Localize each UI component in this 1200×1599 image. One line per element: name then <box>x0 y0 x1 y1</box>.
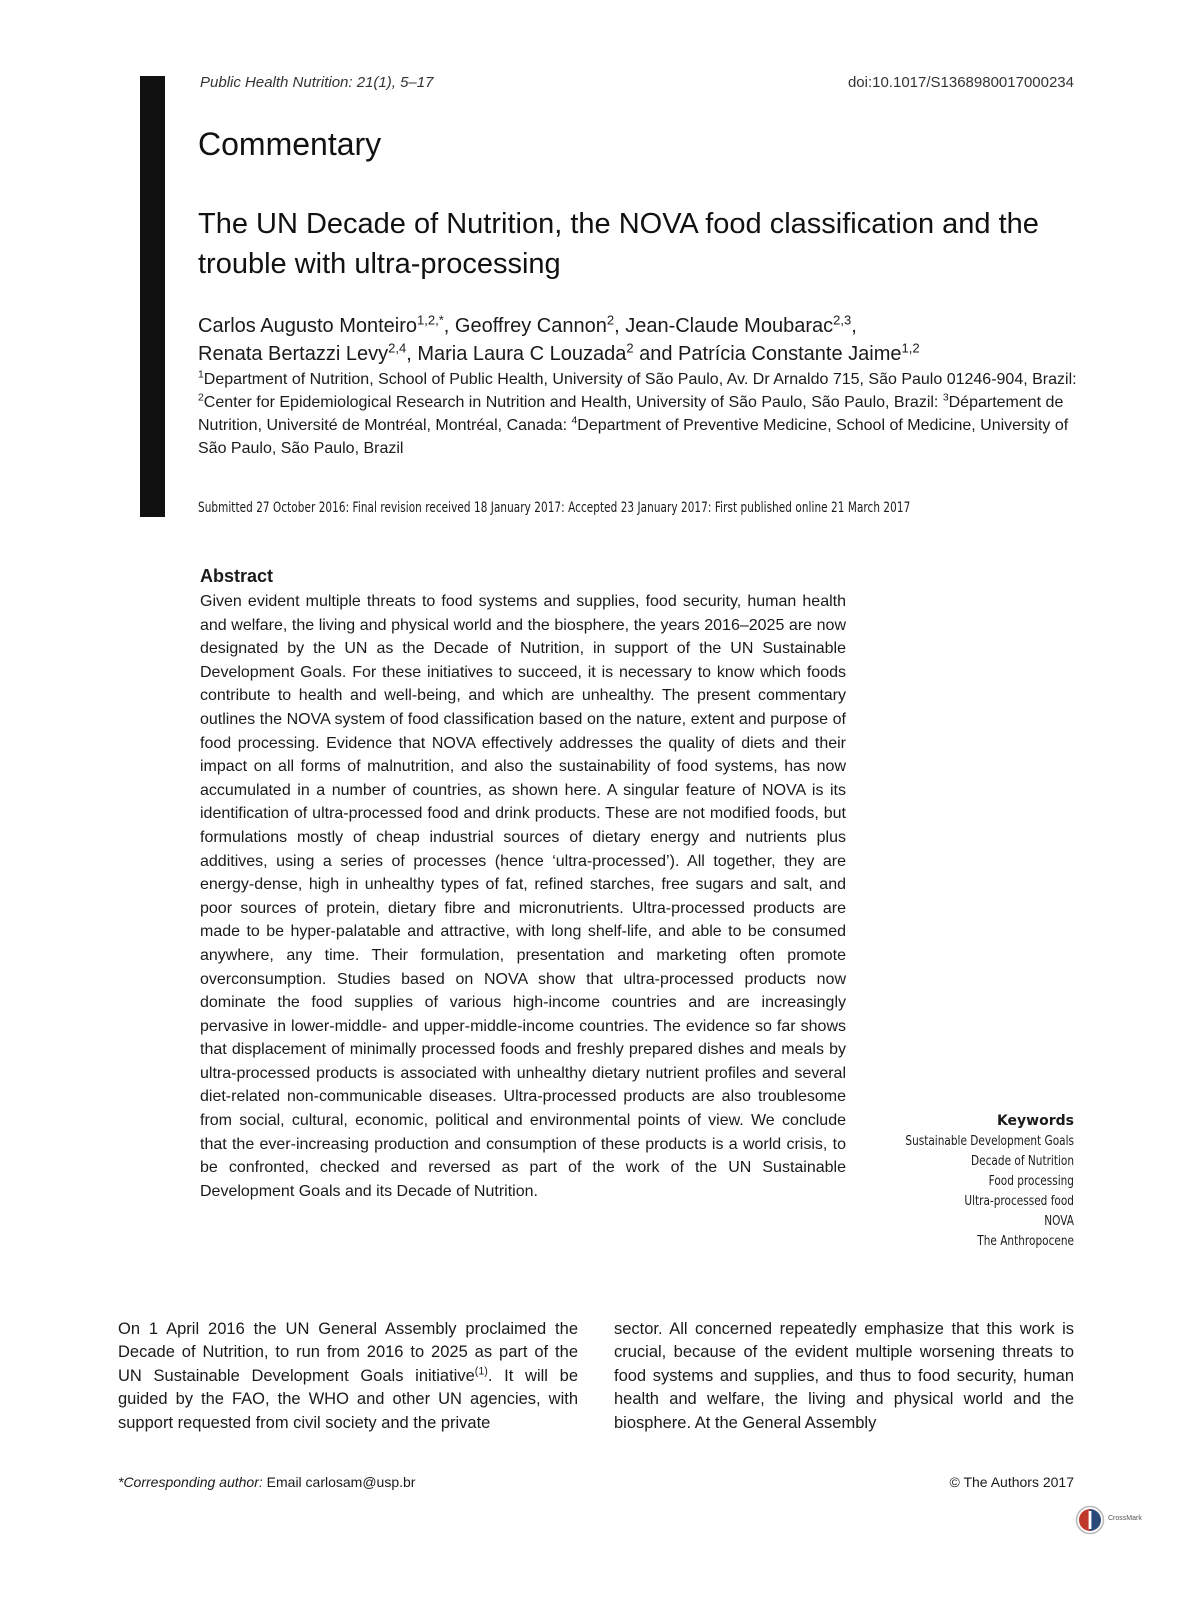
keyword-item: Decade of Nutrition <box>971 1153 1074 1169</box>
keywords-heading: Keywords <box>996 1113 1074 1129</box>
keyword-item: The Anthropocene <box>977 1233 1074 1249</box>
author-email[interactable]: Email carlosam@usp.br <box>266 1474 416 1490</box>
keywords-block <box>814 1111 1074 1251</box>
body-column-right: sector. All concerned repeatedly emphasize that this work is crucial, because of the evident multiple worsening threats to food systems and supplies, and thus to food security, human health and welfare, the living and physical world and the biosphere. At the General Assembly <box>614 1320 1074 1432</box>
copyright: © The Authors 2017 <box>949 1474 1074 1490</box>
section-label: Commentary <box>198 126 382 162</box>
crossmark-icon[interactable] <box>1075 1505 1105 1535</box>
author: Patrícia Constante Jaime$^{1,2}$ <box>678 340 920 365</box>
keyword-item: Sustainable Development Goals <box>905 1133 1074 1149</box>
author: Geoffrey Cannon$^2$, <box>454 312 626 337</box>
author: Renata Bertazzi Levy$^{2,4}$, <box>198 340 418 365</box>
journal-citation: Public Health Nutrition: 21(1), 5–17 <box>200 74 434 91</box>
author-list <box>198 312 1098 368</box>
keyword-item: Food processing <box>988 1173 1074 1189</box>
crossmark-label: CrossMark <box>1108 1515 1142 1522</box>
author: Jean-Claude Moubarac$^{2,3}$, <box>625 312 857 337</box>
body-column-left: On 1 April 2016 the UN General Assembly proclaimed the Decade of Nutrition, to run from 2016 to 2025 as part of the UN Sustainable Development Goals initiative$^{(1)}$. It will be guided by the FAO, the WHO and other UN agencies, with support requested from civil society and the private <box>118 1320 578 1432</box>
keyword-item: NOVA <box>1044 1213 1074 1229</box>
article-title: The UN Decade of Nutrition, the NOVA food classification and the trouble with ultra-processing <box>198 208 1039 280</box>
abstract-body: Given evident multiple threats to food systems and supplies, food security, human health and welfare, the living and physical world and the biosphere, the years 2016–2025 are now designated by the UN as the Decade of Nutrition, in support of the UN Sustainable Development Goals. For these initiatives to succeed, it is necessary to know which foods contribute to health and well-being, and which are unhealthy. The present commentary outlines the NOVA system of food classification based on the nature, extent and purpose of food processing. Evidence that NOVA effectively addresses the quality of diets and their impact on all forms of malnutrition, and also the sustainability of food systems, has now accumulated in a number of countries, as shown here. A singular feature of NOVA is its identification of ultra-processed food and drink products. These are not modified foods, but formulations mostly of cheap industrial sources of dietary energy and nutrients plus additives, using a series of processes (hence ‘ultra-processed’). All together, they are energy-dense, high in unhealthy types of fat, refined starches, free sugars and salt, and poor sources of protein, dietary fibre and micronutrients. Ultra-processed products are made to be hyper-palatable and attractive, with long shelf-life, and able to be consumed anywhere, any time. Their formulation, presentation and marketing often promote overconsumption. Studies based on NOVA show that ultra-processed products now dominate the food supplies of various high-income countries and are increasingly pervasive in lower-middle- and upper-middle-income countries. The evidence so far shows that displacement of minimally processed foods and freshly prepared dishes and meals by ultra-processed products is associated with unhealthy dietary nutrient profiles and several diet-related non-communicable diseases. Ultra-processed products are also troublesome from social, cultural, economic, political and environmental points of view. We conclude that the ever-increasing production and consumption of these products is a world crisis, to be confronted, checked and reversed as part of the work of the UN Sustainable Development Goals and its Decade of Nutrition. <box>200 593 846 1200</box>
corresponding-author <box>118 1474 415 1490</box>
reference-marker[interactable]: (1) <box>474 1365 488 1378</box>
black-margin-bar <box>140 76 165 517</box>
submission-dates: Submitted 27 October 2016: Final revision received 18 January 2017: Accepted 23 January 2017: First published online 21 March 2017 <box>198 500 911 516</box>
author: Maria Laura C Louzada$^2$ and <box>417 340 679 365</box>
keyword-item: Ultra-processed food <box>964 1193 1074 1209</box>
abstract-heading: Abstract <box>200 566 274 586</box>
doi-link[interactable]: doi:10.1017/S1368980017000234 <box>847 74 1074 91</box>
affiliations: $^1$Department of Nutrition, School of Public Health, University of São Paulo, Av. Dr Arnaldo 715, São Paulo 01246-904, Brazil: $^2$Center for Epidemiological Research in Nutrition and Health, University of São Paulo, São Paulo, Brazil: $^3$Département de Nutrition, Université de Montréal, Montréal, Canada: $^4$Department of Preventive Medicine, School of Medicine, University of São Paulo, São Paulo, Brazil <box>198 369 1077 457</box>
corresponding-label: *Corresponding author: <box>118 1474 263 1490</box>
author: Carlos Augusto Monteiro$^{1,2,*}$, <box>198 312 455 337</box>
